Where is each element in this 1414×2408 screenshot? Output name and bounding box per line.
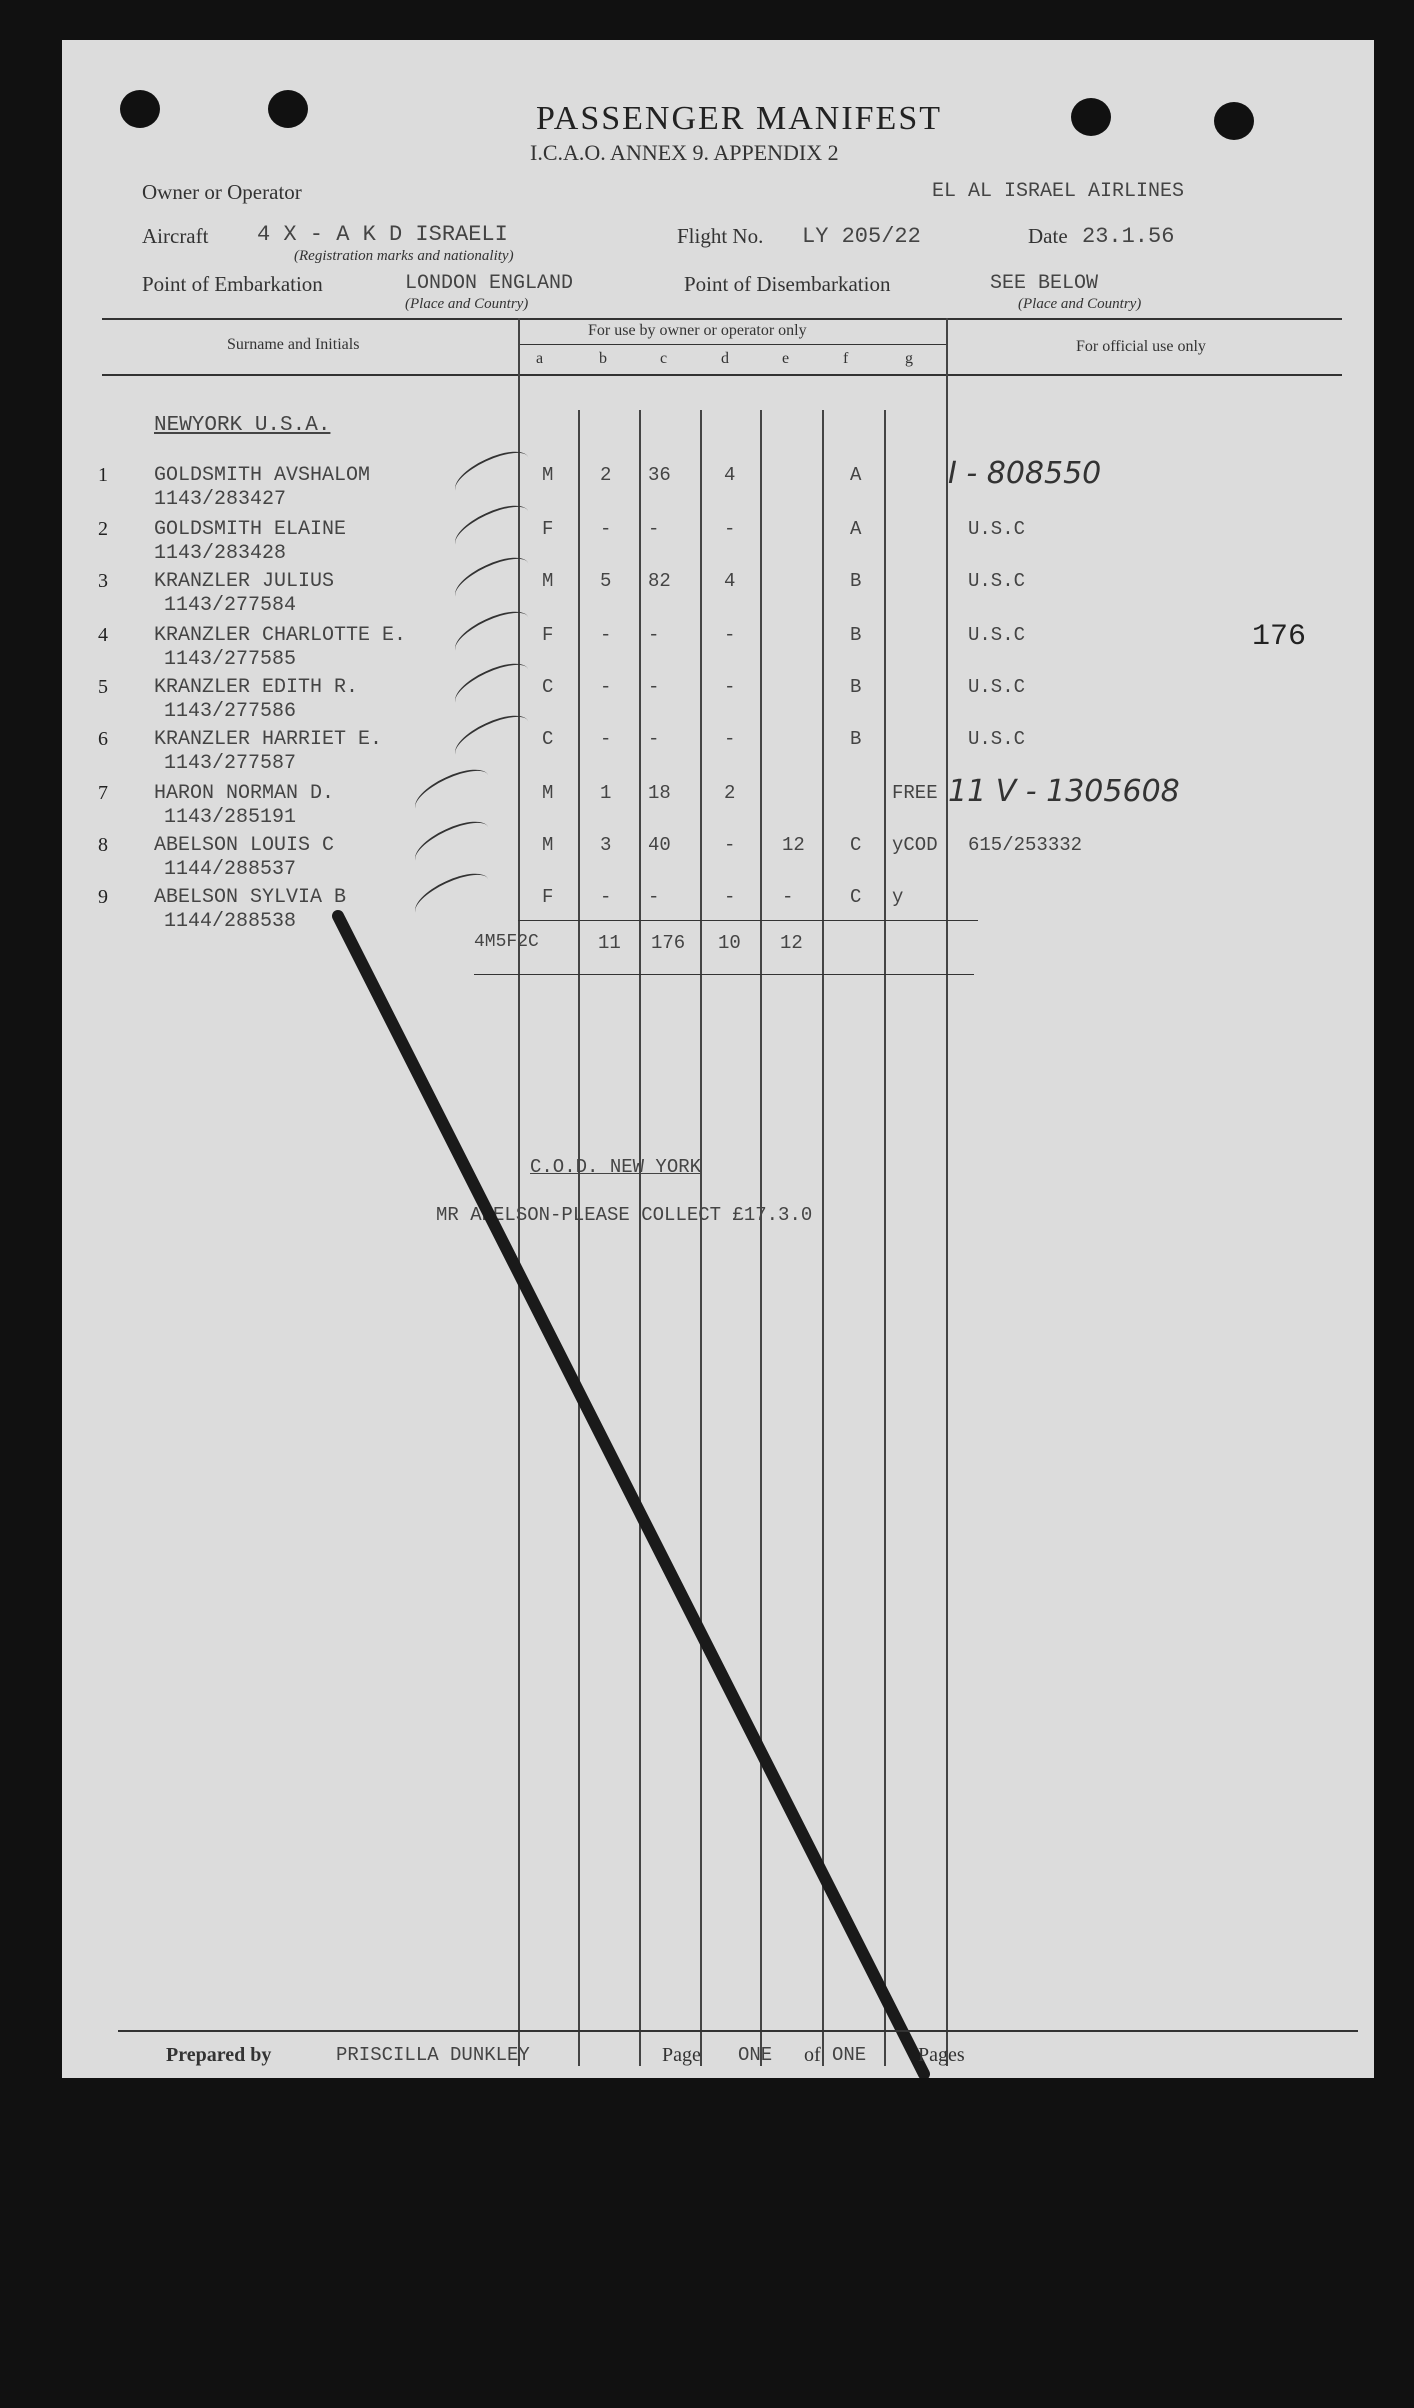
cell-d: - bbox=[724, 676, 736, 698]
cell-c: - bbox=[648, 624, 660, 646]
col-group-header: For use by owner or operator only bbox=[588, 322, 807, 339]
date-label: Date bbox=[1028, 224, 1068, 248]
footer-rule bbox=[118, 2030, 1358, 2032]
cell-d: - bbox=[724, 834, 736, 856]
cell-e: 12 bbox=[782, 834, 805, 856]
cell-c: 40 bbox=[648, 834, 671, 856]
cell-b: 5 bbox=[600, 570, 612, 592]
cell-f: B bbox=[850, 624, 862, 646]
cell-d: 4 bbox=[724, 570, 736, 592]
col-letter-c: c bbox=[660, 350, 668, 367]
cell-c: 36 bbox=[648, 464, 671, 486]
total-b: 11 bbox=[598, 932, 621, 954]
total-e: 12 bbox=[780, 932, 803, 954]
section-heading: NEWYORK U.S.A. bbox=[154, 414, 331, 437]
ticket-number: 1143/277584 bbox=[164, 594, 297, 617]
cell-a: M bbox=[542, 570, 554, 592]
cell-b: - bbox=[600, 728, 612, 750]
cell-c: - bbox=[648, 518, 660, 540]
official-entry: U.S.C bbox=[968, 570, 1026, 592]
row-number: 6 bbox=[98, 728, 108, 750]
cod-heading: C.O.D. NEW YORK bbox=[530, 1156, 702, 1178]
ticket-number: 1144/288538 bbox=[164, 910, 297, 933]
owner-value: EL AL ISRAEL AIRLINES bbox=[932, 180, 1185, 203]
cell-b: - bbox=[600, 886, 612, 908]
cell-c: - bbox=[648, 676, 660, 698]
cell-b: - bbox=[600, 676, 612, 698]
ticket-number: 1143/277587 bbox=[164, 752, 297, 775]
ticket-number: 1143/277585 bbox=[164, 648, 297, 671]
cell-f: B bbox=[850, 676, 862, 698]
cell-b: - bbox=[600, 624, 612, 646]
ticket-number: 1143/285191 bbox=[164, 806, 297, 829]
manifest-page bbox=[62, 40, 1374, 2078]
official-entry: U.S.C bbox=[968, 518, 1026, 540]
cell-d: 4 bbox=[724, 464, 736, 486]
cod-instruction: MR ABELSON-PLEASE COLLECT £17.3.0 bbox=[436, 1204, 813, 1226]
of-label: of bbox=[804, 2044, 821, 2066]
cell-a: F bbox=[542, 886, 554, 908]
embark-note: (Place and Country) bbox=[405, 296, 529, 312]
aircraft-note: (Registration marks and nationality) bbox=[294, 248, 514, 264]
strike-through-line bbox=[62, 40, 1374, 2078]
row-number: 9 bbox=[98, 886, 108, 908]
total-d: 10 bbox=[718, 932, 741, 954]
disembark-value: SEE BELOW bbox=[990, 272, 1099, 295]
row-number: 2 bbox=[98, 518, 108, 540]
cell-d: - bbox=[724, 518, 736, 540]
col-letter-g: g bbox=[905, 350, 913, 367]
ticket-number: 1144/288537 bbox=[164, 858, 297, 881]
aircraft-label: Aircraft bbox=[142, 224, 209, 248]
cell-b: - bbox=[600, 518, 612, 540]
cell-b: 3 bbox=[600, 834, 612, 856]
disembark-label: Point of Disembarkation bbox=[684, 272, 891, 296]
passenger-name: KRANZLER JULIUS bbox=[154, 570, 335, 593]
passenger-name: GOLDSMITH ELAINE bbox=[154, 518, 347, 541]
passenger-name: ABELSON LOUIS C bbox=[154, 834, 335, 857]
passenger-name: KRANZLER HARRIET E. bbox=[154, 728, 383, 751]
row-number: 8 bbox=[98, 834, 108, 856]
cell-a: M bbox=[542, 782, 554, 804]
col-letter-f: f bbox=[843, 350, 849, 367]
cell-f: B bbox=[850, 728, 862, 750]
row-number: 5 bbox=[98, 676, 108, 698]
cell-d: - bbox=[724, 624, 736, 646]
ticket-number: 1143/283428 bbox=[154, 542, 287, 565]
passenger-name: KRANZLER EDITH R. bbox=[154, 676, 359, 699]
aircraft-value: 4 X - A K D ISRAELI bbox=[257, 222, 508, 247]
pages-label: Pages bbox=[918, 2044, 965, 2066]
cell-f: A bbox=[850, 464, 862, 486]
cell-b: 2 bbox=[600, 464, 612, 486]
col-letter-d: d bbox=[721, 350, 729, 367]
of-value: ONE bbox=[832, 2044, 867, 2066]
date-value: 23.1.56 bbox=[1082, 224, 1175, 249]
row-number: 1 bbox=[98, 464, 108, 486]
cell-a: F bbox=[542, 624, 554, 646]
prepared-label: Prepared by bbox=[166, 2044, 272, 2066]
official-entry: U.S.C bbox=[968, 728, 1026, 750]
cell-f: A bbox=[850, 518, 862, 540]
cell-g: yCOD bbox=[892, 834, 938, 856]
cell-g: FREE bbox=[892, 782, 938, 804]
page-value: ONE bbox=[738, 2044, 773, 2066]
flight-label: Flight No. bbox=[677, 224, 764, 248]
disembark-note: (Place and Country) bbox=[1018, 296, 1142, 312]
cell-d: - bbox=[724, 886, 736, 908]
page-title: PASSENGER MANIFEST bbox=[536, 100, 942, 137]
cell-c: 82 bbox=[648, 570, 671, 592]
cell-d: - bbox=[724, 728, 736, 750]
flight-value: LY 205/22 bbox=[802, 224, 921, 249]
cell-b: 1 bbox=[600, 782, 612, 804]
cell-c: - bbox=[648, 886, 660, 908]
total-a: 4M5F2C bbox=[474, 932, 539, 952]
passenger-name: GOLDSMITH AVSHALOM bbox=[154, 464, 371, 487]
col-letter-e: e bbox=[782, 350, 790, 367]
cell-a: F bbox=[542, 518, 554, 540]
passenger-name: HARON NORMAN D. bbox=[154, 782, 335, 805]
total-c: 176 bbox=[651, 932, 686, 954]
col-name-header: Surname and Initials bbox=[227, 336, 360, 353]
cell-g: y bbox=[892, 886, 904, 908]
official-entry: U.S.C bbox=[968, 624, 1026, 646]
cell-a: M bbox=[542, 834, 554, 856]
official-entry: U.S.C bbox=[968, 676, 1026, 698]
ticket-number: 1143/277586 bbox=[164, 700, 297, 723]
embark-value: LONDON ENGLAND bbox=[405, 272, 574, 295]
prepared-value: PRISCILLA DUNKLEY bbox=[336, 2044, 530, 2066]
page-label: Page bbox=[662, 2044, 701, 2066]
page-subtitle: I.C.A.O. ANNEX 9. APPENDIX 2 bbox=[530, 140, 839, 165]
official-entry: I - 808550 bbox=[948, 456, 1102, 491]
passenger-name: KRANZLER CHARLOTTE E. bbox=[154, 624, 407, 647]
embark-label: Point of Embarkation bbox=[142, 272, 323, 296]
cell-f: C bbox=[850, 886, 862, 908]
row-number: 7 bbox=[98, 782, 108, 804]
row-number: 3 bbox=[98, 570, 108, 592]
col-letter-a: a bbox=[536, 350, 544, 367]
cell-d: 2 bbox=[724, 782, 736, 804]
official-entry: 615/253332 bbox=[968, 834, 1083, 856]
margin-note: 176 bbox=[1252, 620, 1307, 654]
cell-a: C bbox=[542, 676, 554, 698]
passenger-name: ABELSON SYLVIA B bbox=[154, 886, 347, 909]
cell-e: - bbox=[782, 886, 794, 908]
cell-c: - bbox=[648, 728, 660, 750]
cell-a: M bbox=[542, 464, 554, 486]
cell-c: 18 bbox=[648, 782, 671, 804]
ticket-number: 1143/283427 bbox=[154, 488, 287, 511]
official-entry: 11 V - 1305608 bbox=[948, 774, 1180, 809]
cell-a: C bbox=[542, 728, 554, 750]
owner-label: Owner or Operator bbox=[142, 180, 302, 204]
row-number: 4 bbox=[98, 624, 108, 646]
cell-f: B bbox=[850, 570, 862, 592]
col-official-header: For official use only bbox=[1076, 338, 1206, 355]
col-letter-b: b bbox=[599, 350, 607, 367]
cell-f: C bbox=[850, 834, 862, 856]
